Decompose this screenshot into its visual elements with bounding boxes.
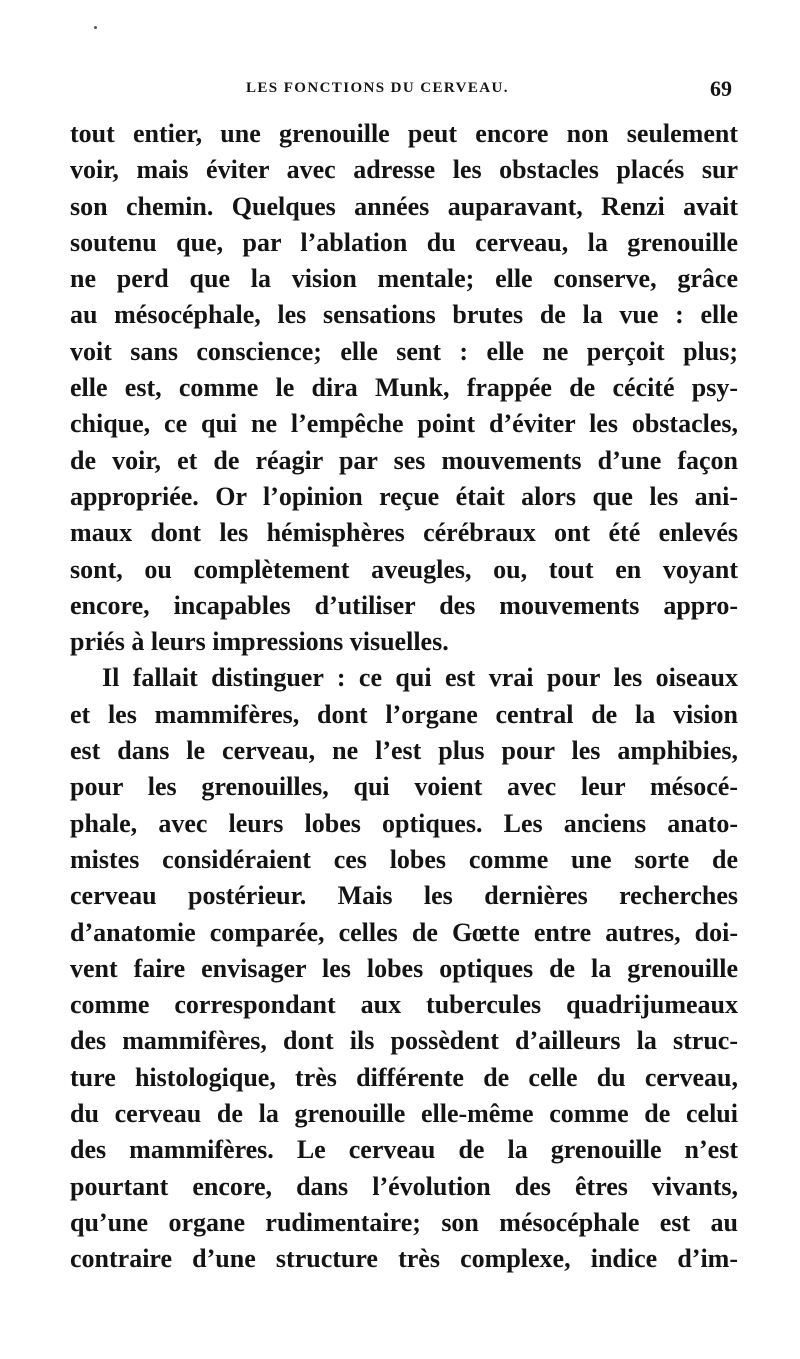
text-line: de voir, et de réagir par ses mouvements d’une façon xyxy=(70,445,738,475)
text-line: tout entier, une grenouille peut encore non seulement xyxy=(70,119,738,148)
text-line: des mammifères, dont ils possèdent d’ailleurs la struc- xyxy=(70,1026,738,1056)
text-line: soutenu que, par l’ablation du cerveau, la grenouille xyxy=(70,227,738,257)
page-number: 69 xyxy=(710,76,732,101)
text-line: chique, ce qui ne l’empêche point d’éviter les obstacles, xyxy=(70,409,738,439)
text-line: priés à leurs impressions visuelles. xyxy=(70,627,449,657)
text-line: maux dont les hémisphères cérébraux ont été enlevés xyxy=(70,518,738,548)
text-line: voir, mais éviter avec adresse les obstacles placés sur xyxy=(70,155,738,185)
text-line: et les mammifères, dont l’organe central de la vision xyxy=(70,699,738,729)
text-line: sont, ou complètement aveugles, ou, tout en voyant xyxy=(70,554,738,584)
text-line: au mésocéphale, les sensations brutes de la vue : elle xyxy=(70,300,738,330)
text-line: phale, avec leurs lobes optiques. Les anciens anato- xyxy=(70,808,738,838)
text-line: Il fallait distinguer : ce qui est vrai pour les oiseaux xyxy=(102,663,738,693)
page-speck xyxy=(94,26,97,29)
text-line: ture histologique, très différente de celle du cerveau, xyxy=(70,1062,738,1092)
text-line: est dans le cerveau, ne l’est plus pour les amphibies, xyxy=(70,736,738,766)
running-title: LES FONCTIONS DU CERVEAU. xyxy=(246,80,509,96)
paragraph-2 xyxy=(70,660,738,1277)
text-line: vent faire envisager les lobes optiques de la grenouille xyxy=(70,953,738,983)
text-line: qu’une organe rudimentaire; son mésocéphale est au xyxy=(70,1207,738,1237)
text-line: cerveau postérieur. Mais les dernières recherches xyxy=(70,881,738,911)
text-line: du cerveau de la grenouille elle-même comme de celui xyxy=(70,1099,738,1129)
text-line: mistes considéraient ces lobes comme une sorte de xyxy=(70,844,738,874)
page-header xyxy=(70,76,738,106)
text-line: voit sans conscience; elle sent : elle ne perçoit plus; xyxy=(70,336,738,366)
text-line: elle est, comme le dira Munk, frappée de cécité psy- xyxy=(70,373,738,403)
text-line: pour les grenouilles, qui voient avec leur mésocé- xyxy=(70,772,738,802)
text-line: son chemin. Quelques années auparavant, Renzi avait xyxy=(70,191,738,221)
text-line: d’anatomie comparée, celles de Gœtte entre autres, doi- xyxy=(70,917,738,947)
page-body xyxy=(70,116,738,1278)
text-line: contraire d’une structure très complexe, indice d’im- xyxy=(70,1244,738,1274)
text-line: comme correspondant aux tubercules quadrijumeaux xyxy=(70,990,738,1020)
paragraph-1 xyxy=(70,116,738,660)
text-line: pourtant encore, dans l’évolution des êtres vivants, xyxy=(70,1171,738,1201)
text-line: des mammifères. Le cerveau de la grenouille n’est xyxy=(70,1135,738,1165)
text-line: ne perd que la vision mentale; elle conserve, grâce xyxy=(70,264,738,294)
text-line: appropriée. Or l’opinion reçue était alors que les ani- xyxy=(70,481,738,511)
text-line: encore, incapables d’utiliser des mouvements appro- xyxy=(70,590,738,620)
